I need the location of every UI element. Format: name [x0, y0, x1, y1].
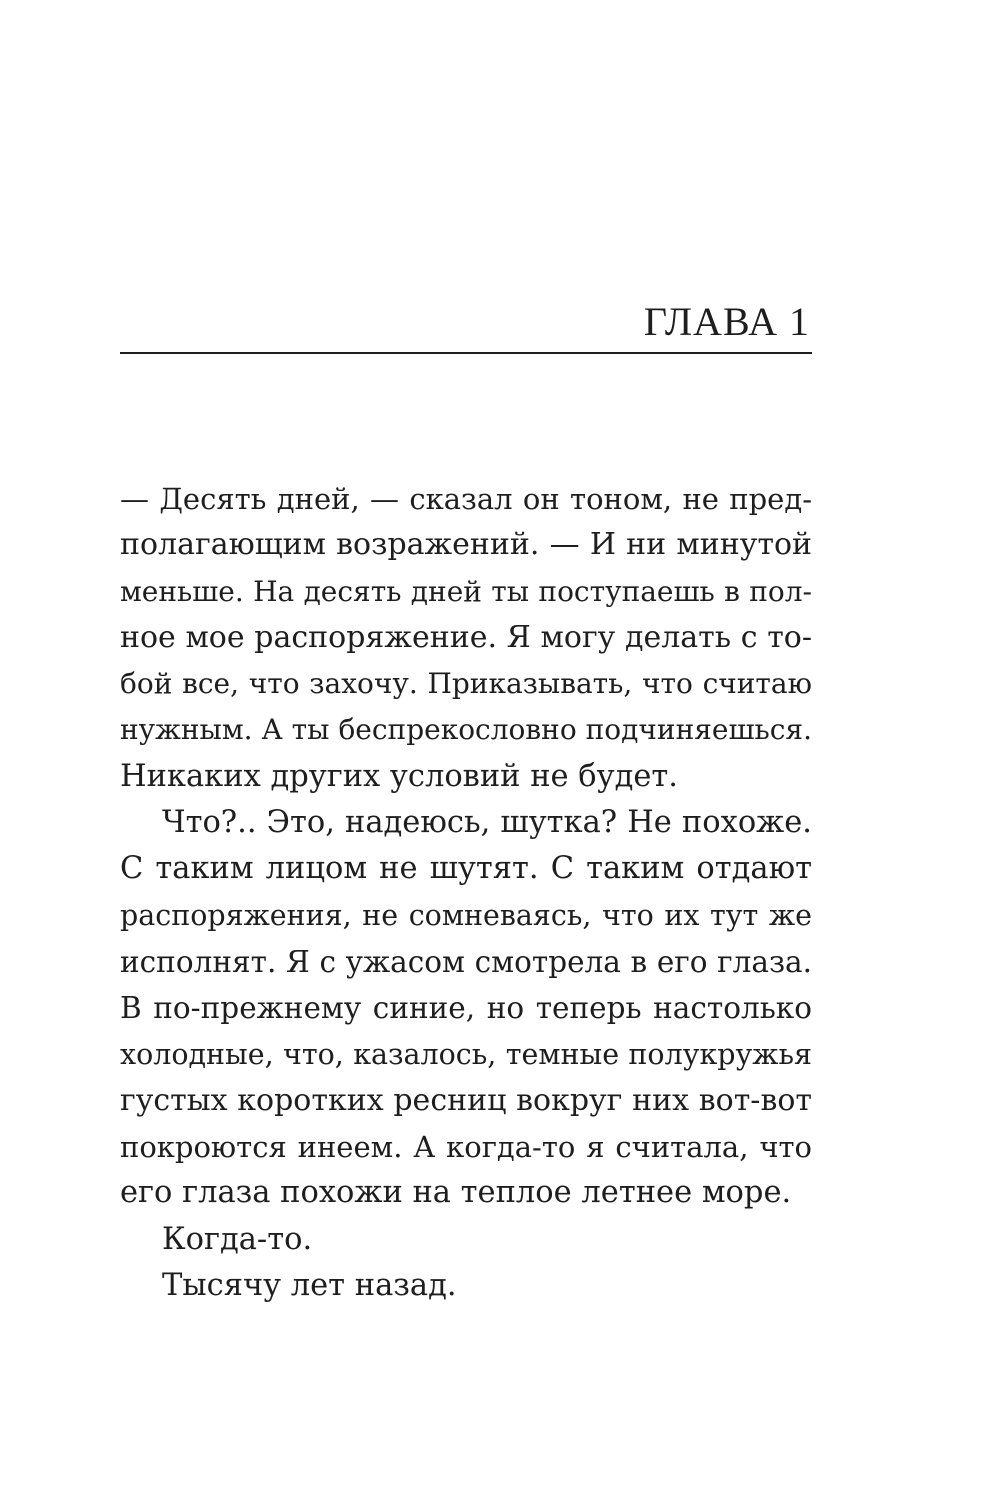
- chapter-heading: [120, 296, 812, 354]
- chapter-text: [120, 476, 812, 1309]
- text-line: меньше. На десять дней ты поступаешь в пол-: [120, 574, 812, 608]
- text-line: покроются инеем. А когда-то я считала, что: [120, 1130, 812, 1165]
- text-line: исполнят. Я с ужасом смотрела в его глаза.: [120, 944, 812, 979]
- text-line: Никаких других условий не будет.: [120, 758, 678, 794]
- text-line: С таким лицом не шутят. С таким отдают: [120, 851, 812, 887]
- text-line: нужным. А ты беспрекословно подчиняешься.: [120, 713, 812, 747]
- text-line: Когда-то.: [162, 1221, 313, 1257]
- text-line: густых коротких ресниц вокруг них вот-вот: [120, 1082, 812, 1118]
- text-line: распоряжения, не сомневаясь, что их тут же: [120, 898, 812, 932]
- text-line: Тысячу лет назад.: [162, 1268, 457, 1304]
- text-line: ное мое распоряжение. Я могу делать с то-: [120, 619, 812, 655]
- text-line: холодные, что, казалось, темные полукружья: [120, 1037, 812, 1071]
- text-line: — Десять дней, — сказал он тоном, не пред-: [120, 482, 812, 516]
- text-line: В по-прежнему синие, но теперь настолько: [120, 991, 812, 1026]
- chapter-title: ГЛАВА 1: [643, 299, 810, 344]
- text-line: Что?.. Это, надеюсь, шутка? Не похоже.: [162, 805, 812, 841]
- text-line: бой все, что захочу. Приказывать, что считаю: [120, 667, 812, 701]
- text-line: его глаза похожи на теплое летнее море.: [120, 1175, 792, 1211]
- text-line: полагающим возражений. — И ни минутой: [120, 527, 812, 563]
